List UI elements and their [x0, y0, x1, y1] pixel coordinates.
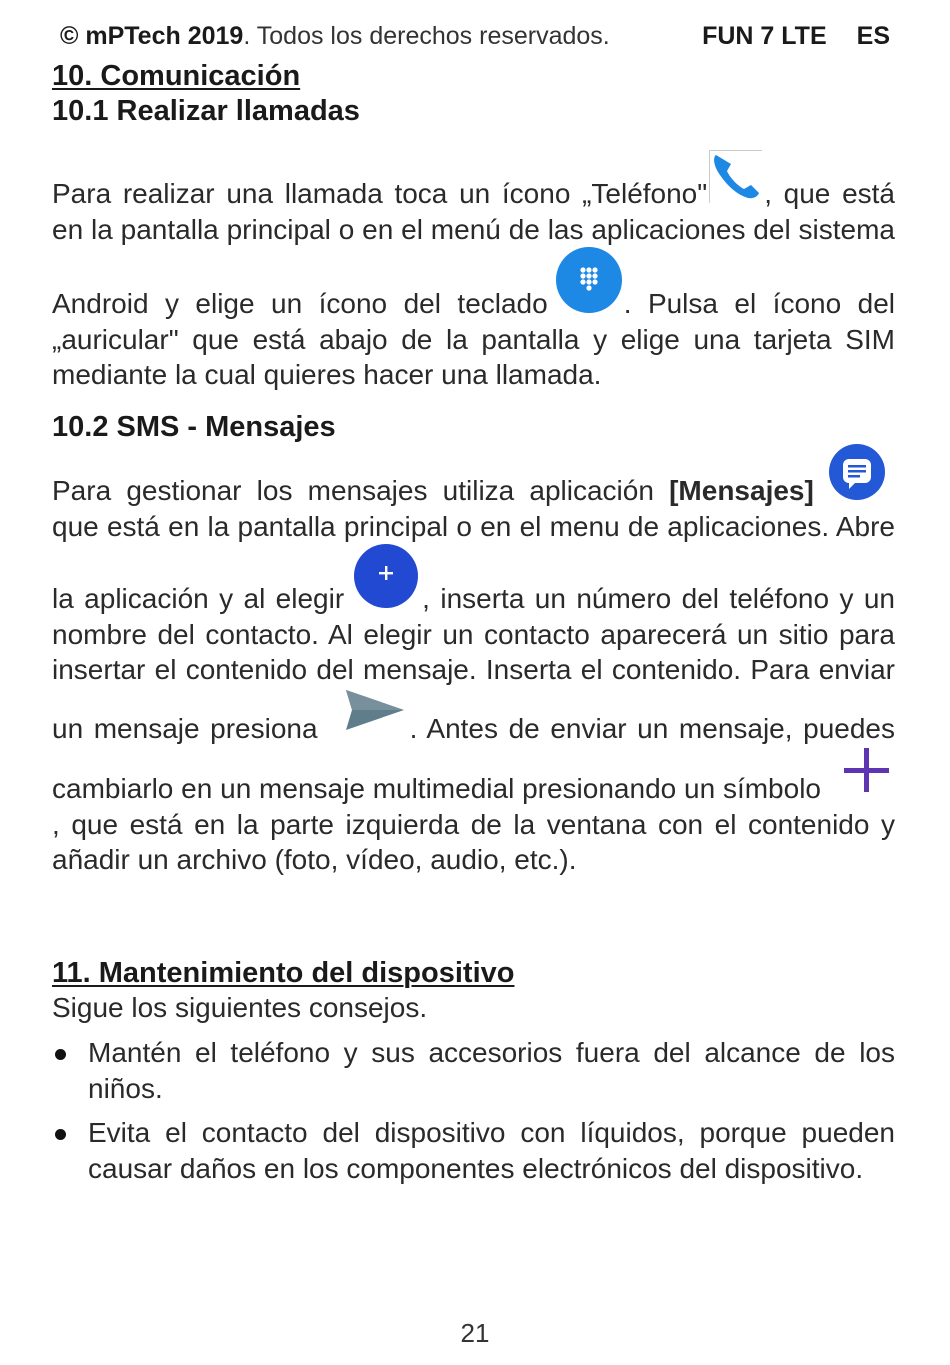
new-message-plus-icon [354, 544, 418, 608]
calls-text-1: Para realizar una llamada toca un ícono „Teléfono" [52, 178, 708, 209]
calls-paragraph [52, 150, 895, 393]
section-11-intro: Sigue los siguientes consejos. [52, 992, 428, 1023]
header-model-lang [702, 18, 890, 54]
page-header [60, 18, 890, 54]
calls-text-3: . Pulsa el ícono del „auricular" que está abajo de la pantalla y elige una tarjeta SIM mediante la cual quieres hacer una llamada. [52, 288, 896, 390]
list-item: Evita el contacto del dispositivo con líquidos, porque pueden causar daños en los componentes electrónicos del dispositivo. [52, 1115, 895, 1186]
calls-text-2: , que está en la pantalla principal o en el menú de las aplicaciones del sistema Android y elige un ícono del teclado [52, 178, 895, 319]
attach-plus-icon [841, 746, 893, 798]
header-copyright: © mPTech 2019 [60, 22, 244, 50]
sms-text-2: que está en la pantalla principal o en el menu de aplicaciones. Abre la aplicación y al elegir [52, 510, 895, 614]
messages-app-name: [Mensajes] [669, 475, 814, 506]
sms-text-1: Para gestionar los mensajes utiliza aplicación [52, 475, 670, 506]
section-10-2-title: 10.2 SMS - Mensajes [52, 411, 336, 443]
sms-text-5: , que está en la parte izquierda de la ventana con el contenido y añadir un archivo (foto, vídeo, audio, etc.). [52, 808, 895, 875]
page-number: 21 [460, 1318, 490, 1348]
messages-app-icon [829, 444, 885, 500]
header-language: ES [856, 22, 890, 50]
send-icon [344, 688, 406, 738]
header-copyright-line [60, 18, 610, 54]
maintenance-list [52, 1035, 895, 1186]
list-item: Mantén el teléfono y sus accesorios fuera del alcance de los niños. [52, 1035, 895, 1106]
sms-text-4: . Antes de enviar un mensaje, puedes cambiarlo en un mensaje multimedial presionando un símbolo [52, 712, 895, 804]
header-rights: . Todos los derechos reservados. [243, 22, 610, 50]
sms-paragraph [52, 444, 895, 878]
header-model: FUN 7 LTE [702, 22, 827, 50]
dialpad-icon [556, 247, 622, 313]
section-10-title: 10. Comunicación [52, 60, 301, 92]
phone-icon [709, 150, 762, 203]
section-10-1-title: 10.1 Realizar llamadas [52, 95, 360, 127]
sms-text-3: , inserta un número del teléfono y un nombre del contacto. Al elegir un contacto aparecerá un sitio para insertar el contenido del mensaje. Inserta el contenido. Para enviar un mensaje presiona [52, 583, 895, 744]
section-11-title: 11. Mantenimiento del dispositivo [52, 957, 515, 989]
